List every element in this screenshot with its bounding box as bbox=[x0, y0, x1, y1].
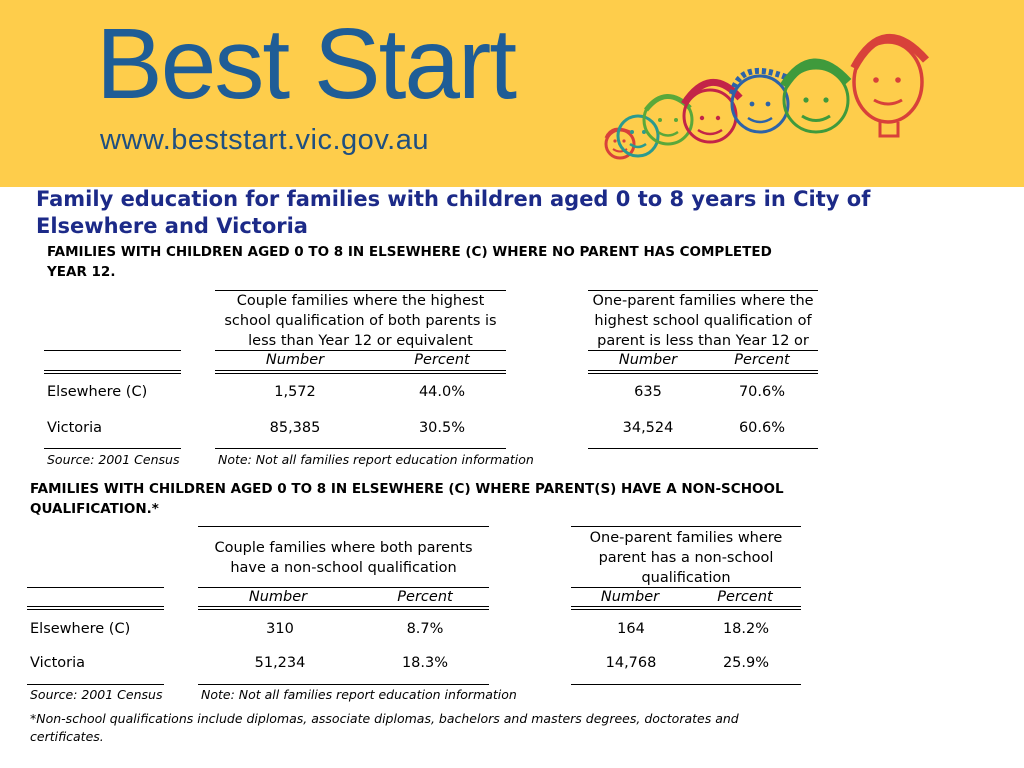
one-parent-number: 164 bbox=[617, 621, 645, 637]
website-url: www.beststart.vic.gov.au bbox=[100, 124, 429, 156]
one-parent-number: 635 bbox=[634, 384, 662, 400]
rule bbox=[27, 684, 164, 685]
rule bbox=[571, 684, 801, 685]
couple-percent: 8.7% bbox=[406, 621, 444, 637]
row-area: Elsewhere (C) bbox=[30, 621, 131, 637]
rule bbox=[44, 350, 181, 351]
double-rule bbox=[44, 370, 181, 374]
rule bbox=[588, 448, 818, 449]
couple-number: 51,234 bbox=[254, 655, 306, 671]
col-number: Number bbox=[265, 352, 325, 368]
couple-percent: 44.0% bbox=[418, 384, 466, 400]
header-banner bbox=[0, 0, 1024, 187]
info-note: Note: Not all families report education information bbox=[218, 452, 534, 467]
one-parent-percent: 25.9% bbox=[722, 655, 770, 671]
col-percent: Percent bbox=[397, 589, 453, 605]
couple-number: 1,572 bbox=[274, 384, 316, 400]
table2-title: FAMILIES WITH CHILDREN AGED 0 TO 8 IN ELSEWHERE (C) WHERE PARENT(S) HAVE A NON-SCHOOL QUALIFICATION.* bbox=[30, 481, 784, 517]
rule bbox=[44, 448, 181, 449]
page-title: Family education for families with children aged 0 to 8 years in City of Elsewhere and Victoria bbox=[36, 187, 871, 238]
footnote: *Non-school qualifications include diplomas, associate diplomas, bachelors and masters degrees, doctorates and certificates. bbox=[30, 711, 739, 744]
table2-couple-header: Couple families where both parents have a non-school qualification bbox=[214, 540, 473, 576]
rule bbox=[215, 448, 506, 449]
col-percent: Percent bbox=[734, 352, 790, 368]
couple-percent: 18.3% bbox=[401, 655, 449, 671]
rule bbox=[198, 526, 489, 527]
one-parent-number: 34,524 bbox=[622, 420, 674, 436]
couple-number: 310 bbox=[266, 621, 294, 637]
one-parent-percent: 70.6% bbox=[738, 384, 786, 400]
children-faces-icon bbox=[592, 20, 952, 180]
col-number: Number bbox=[618, 352, 678, 368]
table1-title: FAMILIES WITH CHILDREN AGED 0 TO 8 IN ELSEWHERE (C) WHERE NO PARENT HAS COMPLETED YEAR 12. bbox=[47, 244, 772, 280]
rule bbox=[571, 526, 801, 527]
rule bbox=[198, 684, 489, 685]
rule bbox=[588, 350, 818, 351]
table1-couple-header: Couple families where the highest school qualification of both parents is less than Year 12 or equivalent bbox=[224, 293, 497, 349]
col-number: Number bbox=[248, 589, 308, 605]
info-note: Note: Not all families report education information bbox=[201, 687, 517, 702]
couple-percent: 30.5% bbox=[418, 420, 466, 436]
double-rule bbox=[27, 606, 164, 610]
one-parent-number: 14,768 bbox=[605, 655, 657, 671]
rule bbox=[571, 587, 801, 588]
rule bbox=[27, 587, 164, 588]
rule bbox=[198, 587, 489, 588]
one-parent-percent: 60.6% bbox=[738, 420, 786, 436]
row-area: Victoria bbox=[30, 655, 86, 671]
col-percent: Percent bbox=[717, 589, 773, 605]
double-rule bbox=[198, 606, 489, 610]
rule bbox=[215, 350, 506, 351]
table2-one-parent-header: One-parent families where parent has a non-school qualification bbox=[589, 530, 783, 586]
row-area: Elsewhere (C) bbox=[47, 384, 148, 400]
col-percent: Percent bbox=[414, 352, 470, 368]
couple-number: 85,385 bbox=[269, 420, 321, 436]
logo-text: Best Start bbox=[96, 8, 516, 120]
row-area: Victoria bbox=[47, 420, 103, 436]
one-parent-percent: 18.2% bbox=[722, 621, 770, 637]
source-note: Source: 2001 Census bbox=[47, 452, 180, 467]
double-rule bbox=[588, 370, 818, 374]
source-note: Source: 2001 Census bbox=[30, 687, 163, 702]
double-rule bbox=[571, 606, 801, 610]
double-rule bbox=[215, 370, 506, 374]
col-number: Number bbox=[600, 589, 660, 605]
table1-one-parent-header: One-parent families where the highest school qualification of parent is less than Year 12 or bbox=[592, 293, 814, 349]
